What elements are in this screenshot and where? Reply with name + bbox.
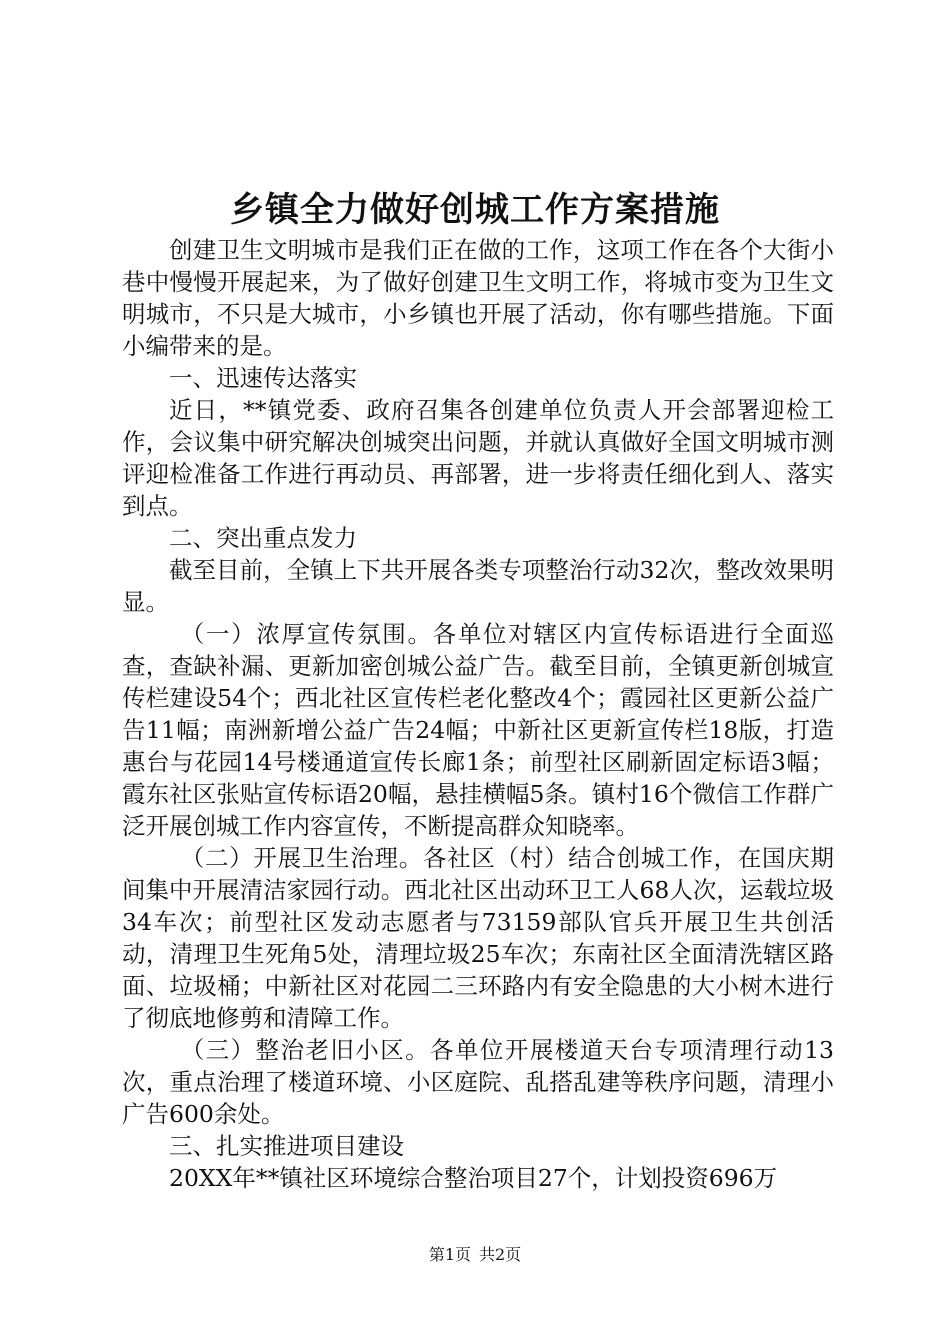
section-heading-3: 三、扎实推进项目建设	[169, 1132, 404, 1160]
page-total: 共2页	[479, 1245, 522, 1264]
page-footer	[0, 1244, 950, 1266]
document-title: 乡镇全力做好创城工作方案措施	[230, 190, 720, 230]
document-body	[122, 234, 834, 1194]
subsection-paragraph-3: （三）整治老旧小区。各单位开展楼道天台专项清理行动13次，重点治理了楼道环境、小区庭院、乱搭乱建等秩序问题，清理小广告600余处。	[122, 1036, 834, 1128]
page-number: 第1页	[428, 1245, 471, 1264]
intro-paragraph: 创建卫生文明城市是我们正在做的工作，这项工作在各个大街小巷中慢慢开展起来，为了做好创建卫生文明工作，将城市变为卫生文明城市，不只是大城市，小乡镇也开展了活动，你有哪些措施。下面小编带来的是。	[122, 236, 834, 360]
subsection-paragraph-1: （一）浓厚宣传氛围。各单位对辖区内宣传标语进行全面巡查，查缺补漏、更新加密创城公益广告。截至目前，全镇更新创城宣传栏建设54个；西北社区宣传栏老化整改4个；霞园社区更新公益广告11幅；南洲新增公益广告24幅；中新社区更新宣传栏18版，打造惠台与花园14号楼通道宣传长廊1条；前型社区刷新固定标语3幅；霞东社区张贴宣传标语20幅，悬挂横幅5条。镇村16个微信工作群广泛开展创城工作内容宣传，不断提高群众知晓率。	[122, 620, 834, 840]
body-paragraph: 截至目前，全镇上下共开展各类专项整治行动32次，整改效果明显。	[122, 556, 834, 616]
section-heading-1: 一、迅速传达落实	[169, 364, 357, 392]
body-paragraph: 20XX年**镇社区环境综合整治项目27个，计划投资696万	[169, 1164, 778, 1192]
section-heading-2: 二、突出重点发力	[169, 524, 357, 552]
body-paragraph: 近日，**镇党委、政府召集各创建单位负责人开会部署迎检工作，会议集中研究解决创城突出问题，并就认真做好全国文明城市测评迎检准备工作进行再动员、再部署，进一步将责任细化到人、落实到点。	[122, 396, 834, 520]
subsection-paragraph-2: （二）开展卫生治理。各社区（村）结合创城工作，在国庆期间集中开展清洁家园行动。西北社区出动环卫工人68人次，运载垃圾34车次；前型社区发动志愿者与73159部队官兵开展卫生共创活动，清理卫生死角5处，清理垃圾25车次；东南社区全面清洗辖区路面、垃圾桶；中新社区对花园二三环路内有安全隐患的大小树木进行了彻底地修剪和清障工作。	[122, 844, 834, 1032]
